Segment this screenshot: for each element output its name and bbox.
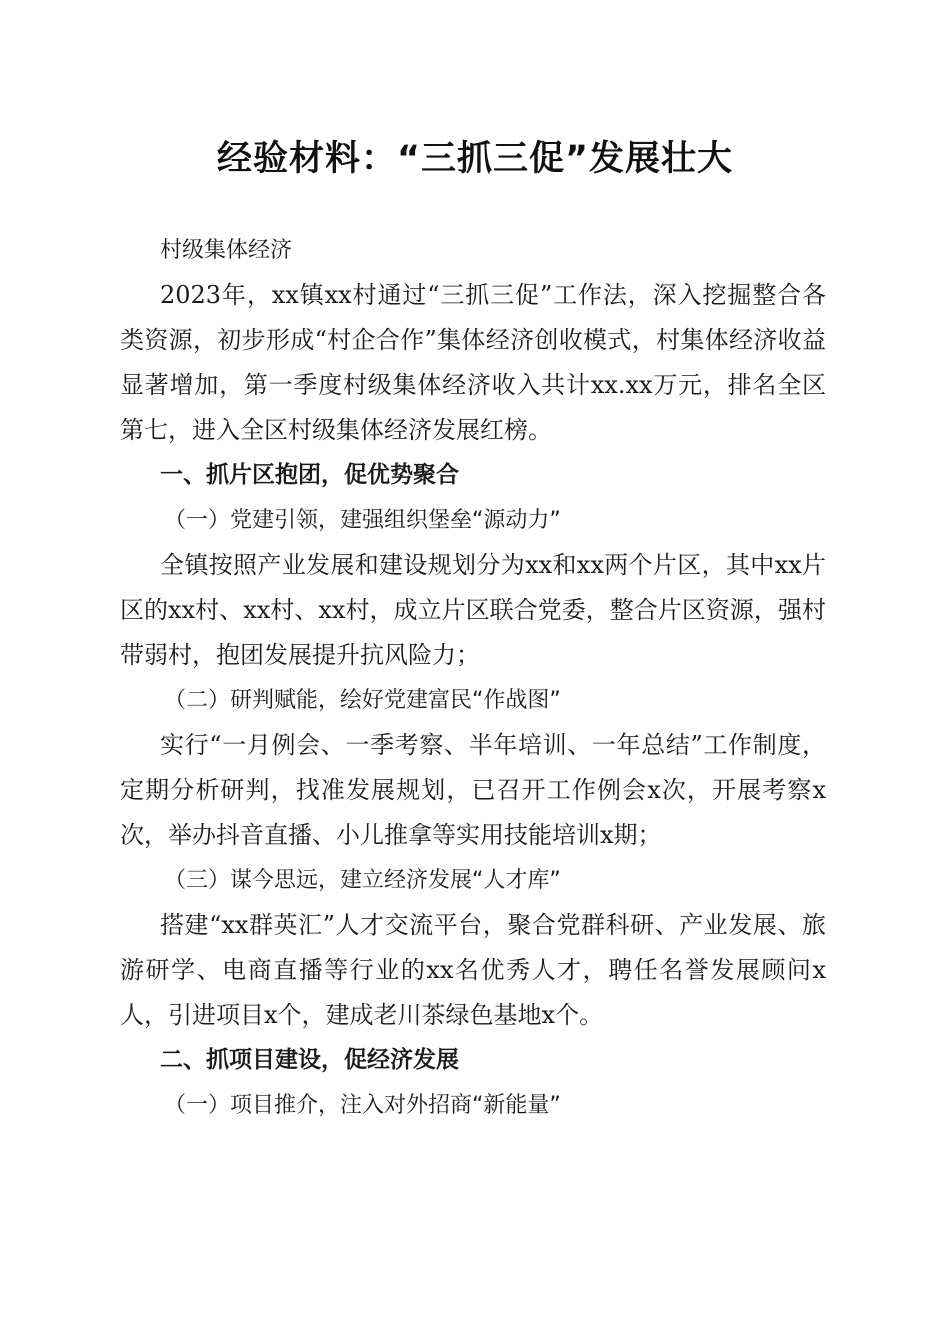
section-2-item-1-heading: （一）项目推介，注入对外招商“新能量” [164,1093,561,1118]
intro-paragraph: 2023年，xx镇xx村通过“三抓三促”工作法，深入挖掘整合各类资源，初步形成“村企合作”集体经济创收模式，村集体经济收益显著增加，第一季度村级集体经济收入共计xx.xx万元，排名全区第七，进入全区村级集体经济发展红榜。 [120,281,826,444]
section-1-item-3-heading: （三）谋今思远，建立经济发展“人才库” [164,868,561,893]
section-1-item-1-heading: （一）党建引领，建强组织堡垒“源动力” [164,508,561,533]
document-body [120,228,826,1128]
section-1-item-2-paragraph: 实行“一月例会、一季考察、半年培训、一年总结”工作制度，定期分析研判，找准发展规划，已召开工作例会x次，开展考察x次，举办抖音直播、小儿推拿等实用技能培训x期； [120,731,826,849]
section-1-item-3-paragraph: 搭建“xx群英汇”人才交流平台，聚合党群科研、产业发展、旅游研学、电商直播等行业的xx名优秀人才，聘任名誉发展顾问x人，引进项目x个，建成老川茶绿色基地x个。 [120,911,826,1029]
section-1-heading: 一、抓片区抱团，促优势聚合 [160,462,459,488]
document-title: 经验材料：“三抓三促”发展壮大 [216,139,733,179]
section-2-heading: 二、抓项目建设，促经济发展 [160,1047,459,1073]
section-1-item-2-heading: （二）研判赋能，绘好党建富民“作战图” [164,688,561,713]
document-subtitle: 村级集体经济 [160,238,293,263]
section-1-item-1-paragraph: 全镇按照产业发展和建设规划分为xx和xx两个片区，其中xx片区的xx村、xx村、xx村，成立片区联合党委，整合片区资源，强村带弱村，抱团发展提升抗风险力； [120,551,826,669]
